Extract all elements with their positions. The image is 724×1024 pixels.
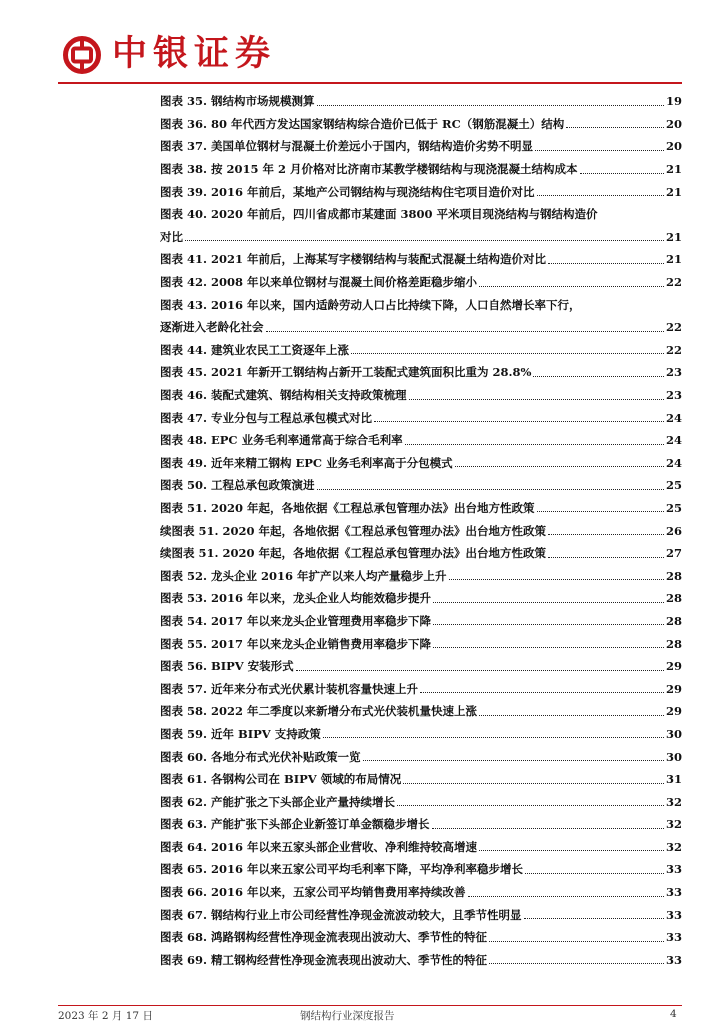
dot-leader: [363, 760, 664, 761]
toc-entry[interactable]: [160, 429, 682, 452]
toc-entry-page: 28: [665, 591, 682, 606]
toc-entry[interactable]: [160, 790, 682, 813]
dot-leader: [374, 421, 664, 422]
toc-entry-page: 30: [665, 726, 682, 741]
toc-entry[interactable]: [160, 655, 682, 678]
toc-entry-page: 33: [665, 952, 682, 967]
toc-entry-page: 23: [665, 365, 682, 380]
toc-entry-page: 32: [665, 817, 682, 832]
dot-leader: [296, 670, 664, 671]
toc-entry[interactable]: [160, 497, 682, 520]
dot-leader: [524, 918, 664, 919]
toc-entry-page: 32: [665, 794, 682, 809]
toc-entry[interactable]: [160, 745, 682, 768]
toc-entry-label: 图表 67. 钢结构行业上市公司经营性净现金流波动较大，且季节性明显: [160, 907, 522, 922]
toc-entry[interactable]: [160, 610, 682, 633]
toc-entry[interactable]: [160, 542, 682, 565]
toc-entry-label: 图表 68. 鸿路钢构经营性净现金流表现出波动大、季节性的特征: [160, 930, 488, 945]
toc-entry-label: 图表 58. 2022 年二季度以来新增分布式光伏装机量快速上涨: [160, 704, 478, 719]
report-date: 2023 年 2 月 17 日: [58, 1010, 153, 1022]
dot-leader: [566, 127, 664, 128]
toc-entry[interactable]: [160, 203, 682, 248]
toc-entry-label: 图表 64. 2016 年以来五家头部企业营收、净利维持较高增速: [160, 839, 478, 854]
bank-of-china-logo-icon: [62, 35, 102, 75]
toc-entry-page: 31: [665, 772, 682, 787]
toc-entry-label: 图表 45. 2021 年新开工钢结构占新开工装配式建筑面积比重为 28.8%: [160, 365, 532, 380]
toc-entry-label: 图表 51. 2020 年起，各地依据《工程总承包管理办法》出台地方性政策: [160, 500, 535, 515]
toc-entry-page: 25: [665, 478, 682, 493]
toc-entry-label: 图表 59. 近年 BIPV 支持政策: [160, 726, 321, 741]
toc-entry-page: 22: [665, 320, 682, 335]
toc-entry-page: 33: [665, 862, 682, 877]
dot-leader: [266, 331, 664, 332]
toc-entry[interactable]: [160, 384, 682, 407]
toc-entry[interactable]: [160, 768, 682, 791]
toc-entry[interactable]: [160, 474, 682, 497]
dot-leader: [479, 850, 664, 851]
toc-entry-page: 28: [665, 613, 682, 628]
toc-entry[interactable]: [160, 158, 682, 181]
dot-leader: [548, 557, 664, 558]
toc-entry-label: 图表 40. 2020 年前后，四川省成都市某建面 3800 平米项目现浇结构与钢结构造价: [160, 207, 598, 222]
toc-entry-label: 图表 53. 2016 年以来，龙头企业人均能效稳步提升: [160, 591, 432, 606]
dot-leader: [351, 353, 664, 354]
toc-entry-label: 续图表 51. 2020 年起，各地依据《工程总承包管理办法》出台地方性政策: [160, 546, 547, 561]
toc-entry-page: 22: [665, 275, 682, 290]
dot-leader: [489, 963, 664, 964]
report-title: 钢结构行业深度报告: [300, 1010, 395, 1022]
dot-leader: [548, 263, 664, 264]
toc-entry[interactable]: [160, 406, 682, 429]
dot-leader: [548, 534, 664, 535]
dot-leader: [537, 511, 664, 512]
toc-entry-label: 图表 50. 工程总承包政策演进: [160, 478, 315, 493]
toc-entry-page: 26: [665, 523, 682, 538]
dot-leader: [433, 647, 664, 648]
toc-entry-page: 28: [665, 636, 682, 651]
toc-entry[interactable]: [160, 700, 682, 723]
figure-list: [160, 90, 682, 971]
toc-entry[interactable]: [160, 836, 682, 859]
toc-entry-page: 32: [665, 839, 682, 854]
dot-leader: [433, 602, 664, 603]
toc-entry[interactable]: [160, 339, 682, 362]
dot-leader: [397, 805, 664, 806]
toc-entry-page: 25: [665, 500, 682, 515]
dot-leader: [525, 873, 664, 874]
toc-entry-label: 图表 43. 2016 年以来，国内适龄劳动人口占比持续下降，人口自然增长率下行，: [160, 297, 581, 312]
toc-entry[interactable]: [160, 135, 682, 158]
toc-entry[interactable]: [160, 903, 682, 926]
toc-entry-page: 24: [665, 455, 682, 470]
toc-entry-label: 图表 66. 2016 年以来，五家公司平均销售费用率持续改善: [160, 885, 466, 900]
toc-entry-label: 图表 35. 钢结构市场规模测算: [160, 94, 315, 109]
dot-leader: [479, 715, 664, 716]
dot-leader: [403, 783, 664, 784]
toc-entry-label: 图表 56. BIPV 安装形式: [160, 659, 294, 674]
dot-leader: [535, 150, 664, 151]
toc-entry-page: 30: [665, 749, 682, 764]
toc-entry-label: 图表 60. 各地分布式光伏补贴政策一览: [160, 749, 361, 764]
toc-entry[interactable]: [160, 587, 682, 610]
toc-entry[interactable]: [160, 926, 682, 949]
toc-entry[interactable]: [160, 90, 682, 113]
toc-entry-page: 21: [665, 252, 682, 267]
toc-entry-label: 图表 61. 各钢构公司在 BIPV 领域的布局情况: [160, 772, 402, 787]
toc-entry-label-continued: 对比: [160, 229, 183, 244]
dot-leader: [185, 240, 664, 241]
toc-entry-page: 20: [665, 139, 682, 154]
toc-entry-label: 图表 46. 装配式建筑、钢结构相关支持政策梳理: [160, 388, 407, 403]
toc-entry-page: 21: [665, 229, 682, 244]
toc-entry-page: 19: [665, 94, 682, 109]
toc-entry-label: 图表 54. 2017 年以来龙头企业管理费用率稳步下降: [160, 613, 432, 628]
toc-entry-page: 33: [665, 907, 682, 922]
toc-entry-page: 29: [665, 659, 682, 674]
toc-entry-page: 29: [665, 704, 682, 719]
dot-leader: [420, 692, 664, 693]
dot-leader: [449, 579, 664, 580]
dot-leader: [317, 105, 664, 106]
toc-entry-label: 图表 36. 80 年代西方发达国家钢结构综合造价已低于 RC（钢筋混凝土）结构: [160, 116, 565, 131]
dot-leader: [580, 173, 664, 174]
toc-entry-label: 图表 44. 建筑业农民工工资逐年上涨: [160, 342, 350, 357]
brand-name: 中银证券: [112, 34, 277, 74]
dot-leader: [455, 466, 664, 467]
toc-entry-page: 22: [665, 342, 682, 357]
dot-leader: [489, 941, 664, 942]
toc-entry-label: 图表 42. 2008 年以来单位钢材与混凝土间价格差距稳步缩小: [160, 275, 478, 290]
toc-entry-label: 续图表 51. 2020 年起，各地依据《工程总承包管理办法》出台地方性政策: [160, 523, 547, 538]
toc-entry[interactable]: [160, 881, 682, 904]
toc-entry-label: 图表 47. 专业分包与工程总承包模式对比: [160, 410, 373, 425]
toc-entry-label: 图表 63. 产能扩张下头部企业新签订单金额稳步增长: [160, 817, 430, 832]
toc-entry-label: 图表 39. 2016 年前后，某地产公司钢结构与现浇结构住宅项目造价对比: [160, 184, 535, 199]
toc-entry[interactable]: [160, 949, 682, 972]
toc-entry-page: 21: [665, 184, 682, 199]
page-header: [0, 0, 724, 80]
dot-leader: [323, 737, 664, 738]
toc-entry-label: 图表 37. 美国单位钢材与混凝土价差远小于国内，钢结构造价劣势不明显: [160, 139, 534, 154]
toc-entry-page: 23: [665, 388, 682, 403]
toc-entry[interactable]: [160, 271, 682, 294]
dot-leader: [468, 896, 664, 897]
toc-entry-page: 27: [665, 546, 682, 561]
toc-entry-label: 图表 38. 按 2015 年 2 月价格对比济南市某教学楼钢结构与现浇混凝土结构成本: [160, 162, 578, 177]
toc-entry-label: 图表 57. 近年来分布式光伏累计装机容量快速上升: [160, 681, 419, 696]
dot-leader: [479, 286, 664, 287]
header-divider: [58, 82, 682, 84]
toc-entry-label: 图表 65. 2016 年以来五家公司平均毛利率下降，平均净利率稳步增长: [160, 862, 524, 877]
dot-leader: [533, 376, 664, 377]
toc-entry[interactable]: [160, 677, 682, 700]
dot-leader: [537, 195, 664, 196]
toc-entry[interactable]: [160, 180, 682, 203]
toc-entry[interactable]: [160, 813, 682, 836]
toc-entry-label: 图表 48. EPC 业务毛利率通常高于综合毛利率: [160, 433, 403, 448]
dot-leader: [409, 399, 664, 400]
toc-entry[interactable]: [160, 361, 682, 384]
dot-leader: [317, 489, 664, 490]
toc-entry-label: 图表 69. 精工钢构经营性净现金流表现出波动大、季节性的特征: [160, 952, 488, 967]
page-number: 4: [670, 1008, 677, 1020]
toc-entry[interactable]: [160, 519, 682, 542]
toc-entry[interactable]: [160, 723, 682, 746]
toc-entry[interactable]: [160, 564, 682, 587]
dot-leader: [405, 444, 664, 445]
toc-entry-label-continued: 逐渐进入老龄化社会: [160, 320, 264, 335]
toc-entry-page: 20: [665, 116, 682, 131]
dot-leader: [433, 624, 664, 625]
toc-entry[interactable]: [160, 858, 682, 881]
toc-entry[interactable]: [160, 632, 682, 655]
toc-entry-label: 图表 41. 2021 年前后，上海某写字楼钢结构与装配式混凝土结构造价对比: [160, 252, 547, 267]
toc-entry-label: 图表 62. 产能扩张之下头部企业产量持续增长: [160, 794, 396, 809]
toc-entry[interactable]: [160, 293, 682, 338]
footer-divider: [58, 1005, 682, 1006]
toc-entry-page: 29: [665, 681, 682, 696]
toc-entry[interactable]: [160, 452, 682, 475]
toc-entry-page: 21: [665, 162, 682, 177]
toc-entry-page: 28: [665, 568, 682, 583]
toc-entry-page: 24: [665, 410, 682, 425]
toc-entry-page: 33: [665, 885, 682, 900]
toc-entry-page: 33: [665, 930, 682, 945]
toc-entry-page: 24: [665, 433, 682, 448]
toc-entry-label: 图表 55. 2017 年以来龙头企业销售费用率稳步下降: [160, 636, 432, 651]
toc-entry[interactable]: [160, 248, 682, 271]
dot-leader: [432, 828, 664, 829]
toc-entry-label: 图表 52. 龙头企业 2016 年扩产以来人均产量稳步上升: [160, 568, 447, 583]
toc-entry[interactable]: [160, 113, 682, 136]
toc-entry-label: 图表 49. 近年来精工钢构 EPC 业务毛利率高于分包模式: [160, 455, 453, 470]
